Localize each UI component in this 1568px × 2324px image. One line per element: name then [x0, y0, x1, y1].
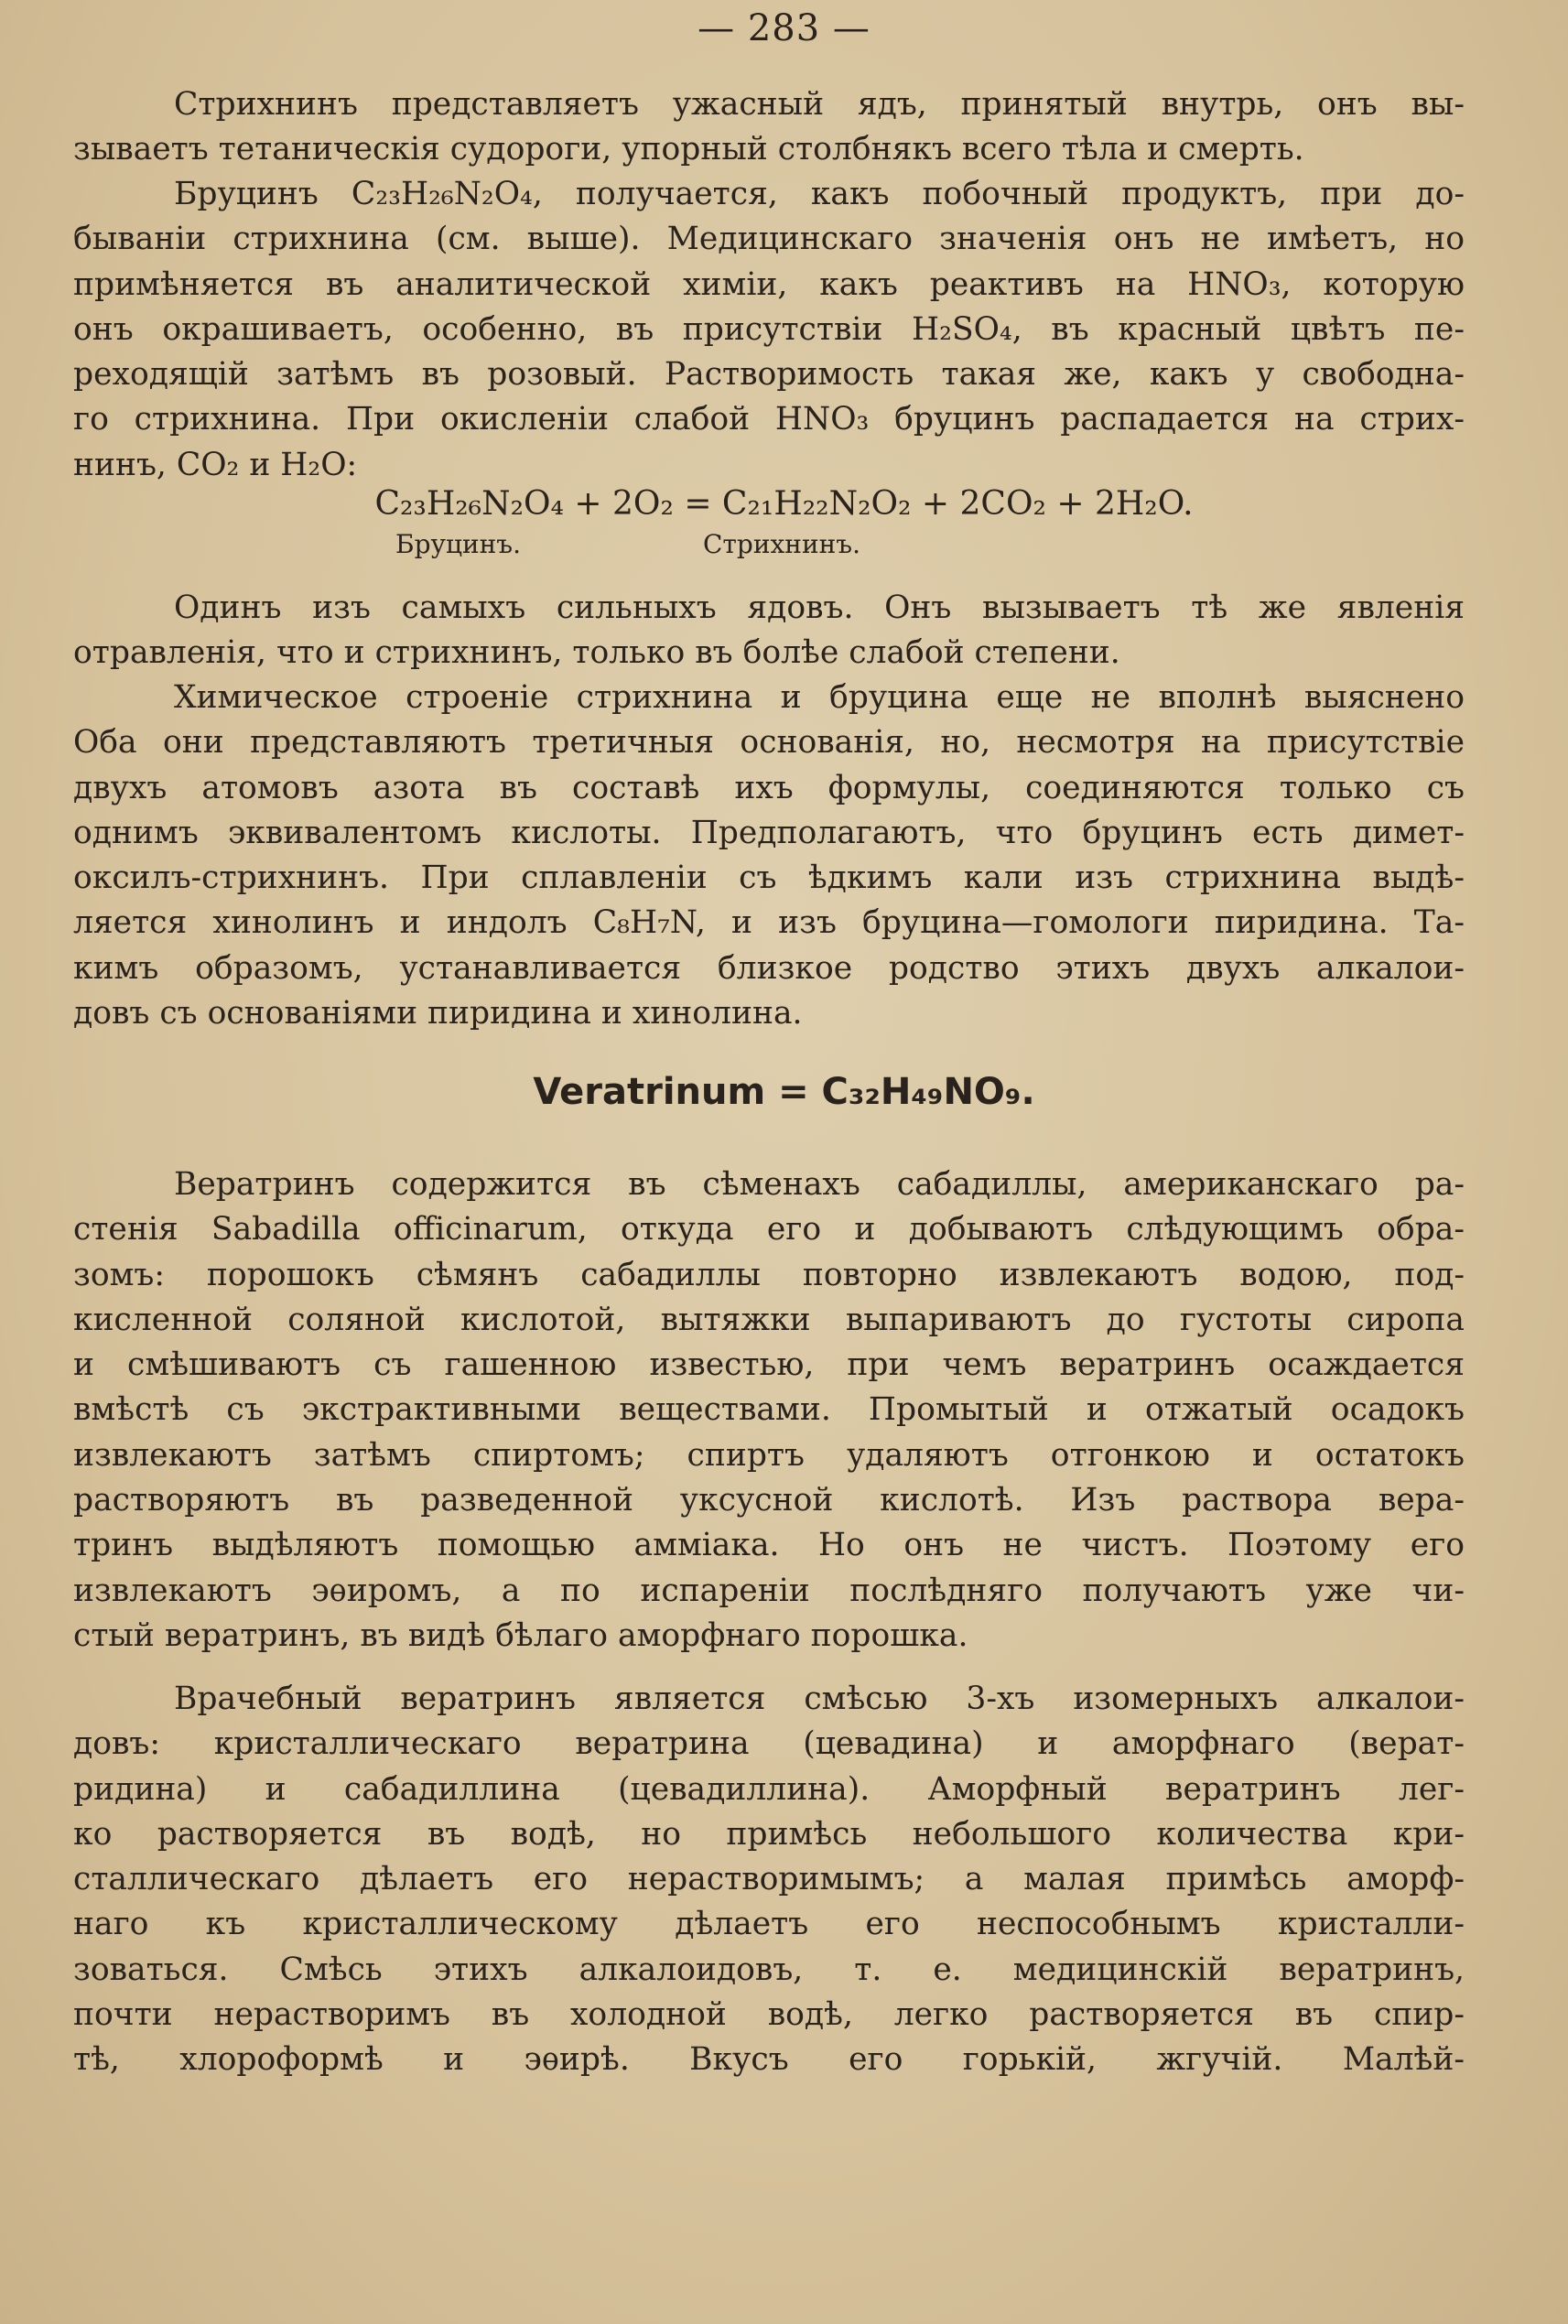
text-line: бываніи стрихнина (см. выше). Медицинскаго значенія онъ не имѣетъ, но [73, 221, 1465, 258]
text-line: сталлическаго дѣлаетъ его нерастворимымъ; а малая примѣсь аморф- [73, 1861, 1465, 1898]
text-line: реходящій затѣмъ въ розовый. Растворимость такая же, какъ у свободна- [73, 356, 1465, 394]
paragraph-medical-veratrine [73, 1677, 1465, 2083]
page-number: — 283 — [697, 7, 871, 49]
text-line: однимъ эквивалентомъ кислоты. Предполагаютъ, что бруцинъ есть димет- [73, 814, 1465, 851]
text-line: и смѣшиваютъ съ гашенною известью, при чемъ вератринъ осаждается [73, 1346, 1465, 1384]
text-line: отравленія, что и стрихнинъ, только въ болѣе слабой степени. [73, 634, 1120, 672]
text-line: зоваться. Смѣсь этихъ алкалоидовъ, т. е. медицинскій вератринъ, [73, 1951, 1465, 1988]
formula-label-strychnine: Стрихнинъ. [703, 529, 860, 559]
text-line: почти нерастворимъ въ холодной водѣ, легко растворяется въ спир- [73, 1996, 1465, 2034]
chemical-equation: C₂₃H₂₆N₂O₄ + 2O₂ = C₂₁H₂₂N₂O₂ + 2CO₂ + 2H₂O. [374, 485, 1194, 523]
text-line: Вератринъ содержится въ сѣменахъ сабадиллы, американскаго ра- [174, 1166, 1465, 1203]
text-line: Оба они представляютъ третичныя основанія, но, несмотря на присутствіе [73, 724, 1465, 762]
text-line: тринъ выдѣляютъ помощью амміака. Но онъ не чистъ. Поэтому его [73, 1527, 1465, 1564]
text-line: тѣ, хлороформѣ и эѳирѣ. Вкусъ его горькій, жгучій. Малѣй- [73, 2041, 1465, 2079]
text-line: Бруцинъ C₂₃H₂₆N₂O₄, получается, какъ побочный продуктъ, при до- [174, 176, 1465, 212]
section-heading-veratrinum: Veratrinum = C₃₂H₄₉NO₉. [533, 1071, 1035, 1113]
text-line: зываетъ тетаническія судороги, упорный столбнякъ всего тѣла и смерть. [73, 131, 1304, 168]
text-line: двухъ атомовъ азота въ составѣ ихъ формулы, соединяются только съ [73, 769, 1465, 806]
text-line: вмѣстѣ съ экстрактивными веществами. Промытый и отжатый осадокъ [73, 1391, 1465, 1429]
text-line: довъ: кристаллическаго вератрина (цевадина) и аморфнаго (верат- [73, 1725, 1465, 1763]
text-line: го стрихнина. При окисленіи слабой HNO₃ бруцинъ распадается на стрих- [73, 401, 1465, 438]
text-line: извлекаютъ эѳиромъ, а по испареніи послѣдняго получаютъ уже чи- [73, 1572, 1465, 1609]
text-line: стый вератринъ, въ видѣ бѣлаго аморфнаго порошка. [73, 1616, 968, 1654]
text-line: ко растворяется въ водѣ, но примѣсь небольшого количества кри- [73, 1815, 1465, 1853]
text-line: ридина) и сабадиллина (цевадиллина). Аморфный вератринъ лег- [73, 1770, 1465, 1808]
text-line: Врачебный вератринъ является смѣсью 3-хъ изомерныхъ алкалои- [174, 1681, 1465, 1717]
text-line: растворяютъ въ разведенной уксусной кислотѣ. Изъ раствора вера- [73, 1482, 1465, 1519]
text-line: ляется хинолинъ и индолъ C₈H₇N, и изъ бруцина—гомологи пиридина. Та- [73, 904, 1465, 942]
text-line: кимъ образомъ, устанавливается близкое родство этихъ двухъ алкалои- [73, 949, 1465, 987]
text-line: нинъ, CO₂ и H₂O: [73, 446, 358, 483]
paragraph-brucine [73, 172, 1465, 488]
text-line: Стрихнинъ представляетъ ужасный ядъ, принятый внутрь, онъ вы- [174, 86, 1465, 123]
text-line: наго къ кристаллическому дѣлаетъ его неспособнымъ кристалли- [73, 1906, 1465, 1943]
text-line: довъ съ основаніями пиридина и хинолина. [73, 995, 803, 1032]
text-line: зомъ: порошокъ сѣмянъ сабадиллы повторно извлекаютъ водою, под- [73, 1256, 1465, 1293]
text-line: примѣняется въ аналитической химіи, какъ реактивъ на HNO₃, которую [73, 265, 1465, 303]
text-line: Одинъ изъ самыхъ сильныхъ ядовъ. Онъ вызываетъ тѣ же явленія [174, 589, 1465, 626]
paragraph-veratrine-extraction [73, 1162, 1465, 1659]
text-line: Химическое строеніе стрихнина и бруцина еще не вполнѣ выяснено [174, 679, 1465, 716]
text-line: извлекаютъ затѣмъ спиртомъ; спиртъ удаляютъ отгонкою и остатокъ [73, 1436, 1465, 1474]
paragraph-structure [73, 676, 1465, 1036]
paragraph-strychnine-end [73, 82, 1465, 173]
text-line: кисленной соляной кислотой, вытяжки выпариваютъ до густоты сиропа [73, 1301, 1465, 1338]
formula-label-brucine: Бруцинъ. [395, 529, 522, 559]
text-line: оксилъ-стрихнинъ. При сплавленіи съ ѣдкимъ кали изъ стрихнина выдѣ- [73, 859, 1465, 897]
text-line: стенія Sabadilla officinarum, откуда его и добываютъ слѣдующимъ обра- [73, 1211, 1465, 1248]
paragraph-brucine-toxicity [73, 586, 1465, 676]
text-line: онъ окрашиваетъ, особенно, въ присутствіи H₂SO₄, въ красный цвѣтъ пе- [73, 310, 1465, 348]
